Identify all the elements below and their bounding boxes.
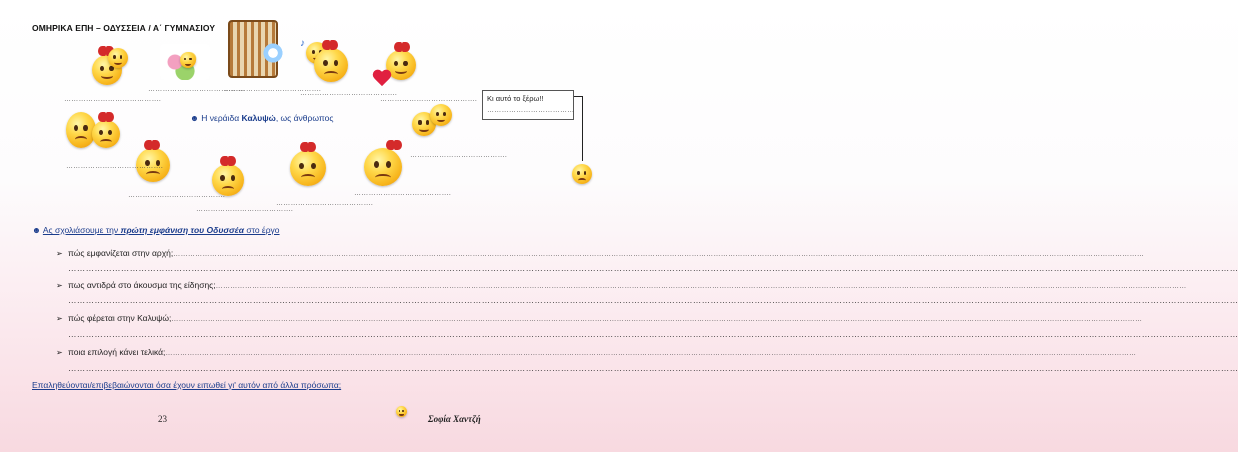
blank-line: …………………………………. xyxy=(354,190,452,197)
blank-line: …………………………………. xyxy=(196,206,294,213)
flower-smiley-icon xyxy=(180,52,196,68)
bow-icon xyxy=(322,40,338,50)
page-header: ΟΜΗΡΙΚΑ ΕΠΗ – ΟΔΥΣΣΕΙΑ / Α΄ ΓΥΜΝΑΣΙΟΥ xyxy=(32,23,216,33)
worried-girl-icon xyxy=(92,120,120,148)
answer-line: ………………………………………………………………………………………………………………………………………………………………………………………………………………………………………………………………………………………………………………………………………………………………… xyxy=(68,363,1238,373)
bow-icon xyxy=(394,42,410,52)
subtitle: ☻ Η νεράιδα Καλυψώ, ως άνθρωπος xyxy=(190,113,334,123)
question-4: ➢ ποια επιλογή κάνει τελικά;………………………………………………………………………………………………………………………………………………………………………………………………………………………………………………………………………………………………………………………………………………………………… xyxy=(56,347,1137,357)
wink-smiley-icon xyxy=(108,48,128,68)
angry-smiley-icon xyxy=(572,164,592,184)
arrow-bullet-icon: ➢ xyxy=(56,348,63,357)
blank-line: …………………………………. xyxy=(300,90,398,97)
bow-icon xyxy=(386,140,402,150)
heart-icon xyxy=(372,70,392,88)
footer-smiley-icon xyxy=(396,406,407,417)
arrow-bullet-icon: ➢ xyxy=(56,281,63,290)
music-note-icon: ♪ xyxy=(300,38,305,49)
angry-girl-icon xyxy=(314,48,348,82)
page-number: 23 xyxy=(158,414,167,424)
sewing-icon xyxy=(262,42,284,64)
answer-line: ………………………………………………………………………………………………………………………………………………………………………………………………………………………………………………………………………………………………………………………………………………………………… xyxy=(68,329,1238,339)
section-heading: ☻ Ας σχολιάσουμε την πρώτη εμφάνιση του Οδυσσέα στο έργο xyxy=(32,225,280,235)
callout-box xyxy=(482,90,574,120)
arrow-bullet-icon: ➢ xyxy=(56,249,63,258)
question-3: ➢ πώς φέρεται στην Καλυψώ;………………………………………………………………………………………………………………………………………………………………………………………………………………………………………………………………………………………………………………………………………………………………… xyxy=(56,313,1143,323)
callout-text: Κι αυτό το ξέρω!! xyxy=(487,94,544,103)
question-1: ➢ πώς εμφανίζεται στην αρχή;………………………………………………………………………………………………………………………………………………………………………………………………………………………………………………………………………………………………………………………………………………………………… xyxy=(56,248,1145,258)
answer-line: ………………………………………………………………………………………………………………………………………………………………………………………………………………………………………………………………………………………………………………………………………………………………… xyxy=(68,263,1238,273)
blank-line: …………………………………. xyxy=(410,152,508,159)
author-name: Σοφία Χαντζή xyxy=(428,414,481,424)
kiss-smiley-icon xyxy=(430,104,452,126)
question-2: ➢ πως αντιδρά στο άκουσμα της είδησης;………………………………………………………………………………………………………………………………………………………………………………………………………………………………………………………………………………………………………………………………………………………………… xyxy=(56,280,1187,290)
blank-line: …………………………………. xyxy=(276,200,374,207)
blank-line: …………………………………. xyxy=(224,86,322,93)
closing-question: Επαληθεύονται/επιβεβαιώνονται όσα έχουν ειπωθεί γι' αυτόν από άλλα πρόσωπα; xyxy=(32,380,342,390)
blank-line: ……………………………… xyxy=(487,107,575,114)
arrow-bullet-icon: ➢ xyxy=(56,314,63,323)
blank-line: …………………………………. xyxy=(148,86,246,93)
bow-icon xyxy=(144,140,160,150)
answer-line: ………………………………………………………………………………………………………………………………………………………………………………………………………………………………………………………………………………………………………………………………………………………………… xyxy=(68,295,1238,305)
thinking-smiley-icon xyxy=(364,148,402,186)
blank-line: …………………………………. xyxy=(380,96,478,103)
bow-icon xyxy=(220,156,236,166)
blank-line: …………………………………. xyxy=(64,96,162,103)
blank-line: …………………………………. xyxy=(66,163,164,170)
angry-girl-icon xyxy=(290,150,326,186)
callout-connector xyxy=(574,96,583,161)
bow-icon xyxy=(300,142,316,152)
bow-icon xyxy=(98,112,114,122)
blank-line: …………………………………. xyxy=(128,192,226,199)
